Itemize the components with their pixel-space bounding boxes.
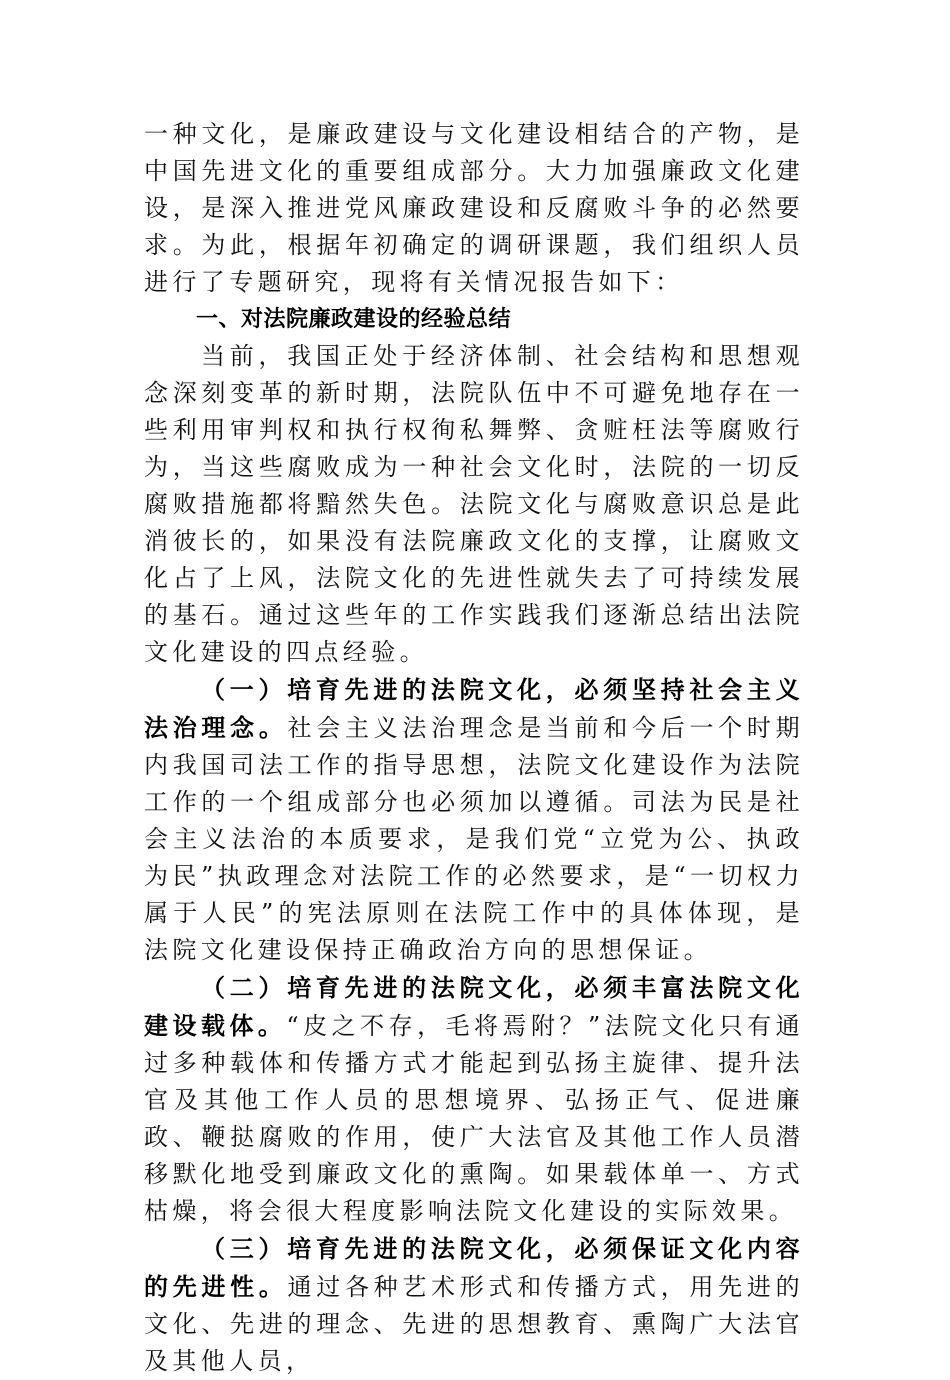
subsection-2-title: （二）培育先进的法院文化，必须丰富法院文化建设载体。 xyxy=(144,973,804,1040)
intro-paragraph: 一种文化，是廉政建设与文化建设相结合的产物，是中国先进文化的重要组成部分。大力加强廉政文化建设，是深入推进党风廉政建设和反腐败斗争的必然要求。为此，根据年初确定的调研课题，我们组织人员进行了专题研究，现将有关情况报告如下： xyxy=(144,120,804,296)
subsection-3-paragraph xyxy=(144,1230,804,1380)
subsection-1-paragraph xyxy=(144,671,804,969)
subsection-3-title: （三）培育先进的法院文化，必须保证文化内容的先进性。 xyxy=(144,1234,804,1301)
section-heading-1: 一、对法院廉政建设的经验总结 xyxy=(196,307,512,332)
subsection-2-paragraph xyxy=(144,969,804,1230)
subsection-1-title: （一）培育先进的法院文化，必须坚持社会主义法治理念。 xyxy=(144,675,804,742)
document-page xyxy=(144,116,804,1380)
subsection-2-body: “皮之不存，毛将焉附？”法院文化只有通过多种载体和传播方式才能起到弘扬主旋律、提升法官及其他工作人员的思想境界、弘扬正气、促进廉政、鞭挞腐败的作用，使广大法官及其他工作人员潜移默化地受到廉政文化的熏陶。如果载体单一、方式枯燥，将会很大程度影响法院文化建设的实际效果。 xyxy=(144,1012,804,1225)
section-1-paragraph: 当前，我国正处于经济体制、社会结构和思想观念深刻变革的新时期，法院队伍中不可避免地存在一些利用审判权和执行权徇私舞弊、贪赃枉法等腐败行为，当这些腐败成为一种社会文化时，法院的一切反腐败措施都将黯然失色。法院文化与腐败意识总是此消彼长的，如果没有法院廉政文化的支撑，让腐败文化占了上风，法院文化的先进性就失去了可持续发展的基石。通过这些年的工作实践我们逐渐总结出法院文化建设的四点经验。 xyxy=(144,342,804,666)
subsection-1-body: 社会主义法治理念是当前和今后一个时期内我国司法工作的指导思想，法院文化建设作为法院工作的一个组成部分也必须加以遵循。司法为民是社会主义法治的本质要求，是我们党“立党为公、执政为民”执政理念对法院工作的必然要求，是“一切权力属于人民”的宪法原则在法院工作中的具体体现，是法院文化建设保持正确政治方向的思想保证。 xyxy=(144,714,804,964)
subsection-3-body: 通过各种艺术形式和传播方式，用先进的文化、先进的理念、先进的思想教育、熏陶广大法官及其他人员， xyxy=(144,1273,804,1375)
